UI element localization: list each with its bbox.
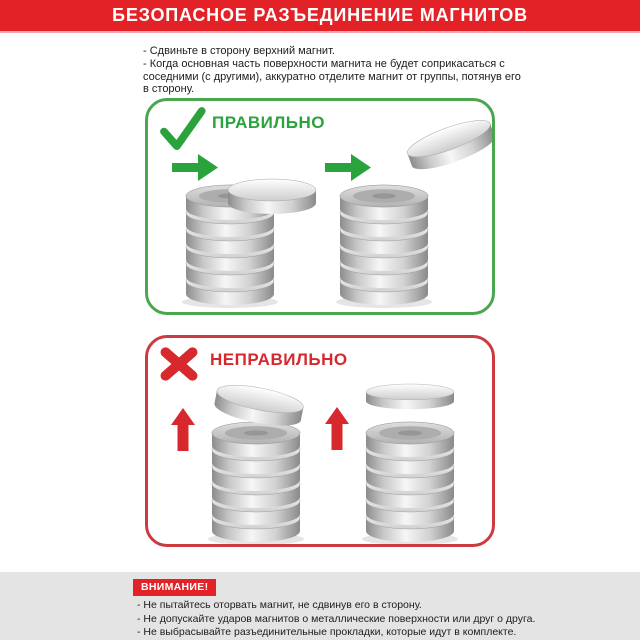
magnet-stack-pried: [208, 380, 305, 544]
correct-label: ПРАВИЛЬНО: [212, 113, 325, 132]
incorrect-illustration: [148, 338, 492, 544]
incorrect-label: НЕПРАВИЛЬНО: [210, 350, 348, 369]
magnet-disc-removed: [404, 113, 492, 176]
correct-panel: [145, 98, 495, 315]
intro-bullet-2: - Когда основная часть поверхности магнита не будет соприкасаться с соседними (с другими), аккуратно отделите магнит от группы, потянув его в сторону.: [143, 57, 521, 96]
warning-bullet-1: - Не пытайтесь оторвать магнит, не сдвинув его в сторону.: [137, 599, 422, 611]
header-bar: [0, 0, 640, 33]
intro-bullet-1: - Сдвиньте в сторону верхний магнит.: [143, 45, 335, 57]
warning-list: [137, 599, 607, 640]
warning-section: [0, 572, 640, 640]
intro-instructions: [143, 45, 521, 96]
up-arrow-icon: [171, 408, 195, 451]
magnet-disc-slid: [228, 179, 316, 214]
right-arrow-icon: [172, 154, 218, 181]
magnet-disc-floating: [366, 384, 454, 409]
incorrect-panel: [145, 335, 495, 547]
magnet-stack: [336, 185, 432, 308]
right-arrow-icon: [325, 154, 371, 181]
magnet-stack-slid: [182, 179, 316, 308]
up-arrow-icon: [325, 407, 349, 450]
page-title: БЕЗОПАСНОЕ РАЗЪЕДИНЕНИЕ МАГНИТОВ: [112, 5, 528, 25]
warning-bullet-2: - Не допускайте ударов магнитов о металлические поверхности или друг о друга.: [137, 612, 536, 625]
magnet-stack: [362, 422, 458, 544]
warning-bullet-3: - Не выбрасывайте разъединительные прокладки, которые идут в комплекте.: [137, 626, 517, 638]
warning-badge: ВНИМАНИЕ!: [133, 579, 216, 596]
correct-illustration: [148, 101, 492, 312]
